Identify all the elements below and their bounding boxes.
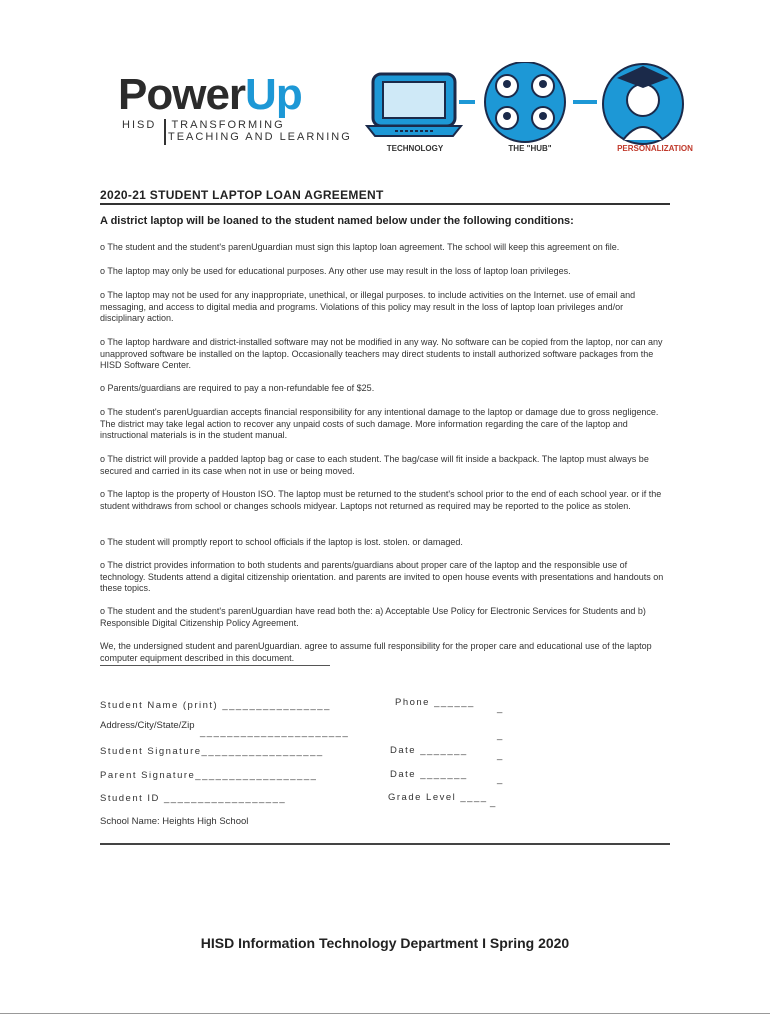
logo-subtitle-line2: TEACHING AND LEARNING <box>168 131 352 143</box>
logo-divider <box>164 119 166 145</box>
condition-item: o The student's parenUguardian accepts financial responsibility for any intentional damage to the laptop or damage due to gross negligence. The district may take legal action to recover any unpaid costs of such damage. More information regarding the care of the laptop and instructional materials is in the student manual. <box>100 407 659 440</box>
form-divider <box>100 843 670 845</box>
label-technology: TECHNOLOGY <box>386 144 444 153</box>
condition-item: o The laptop may only be used for educational purposes. Any other use may result in the loss of laptop loan privileges. <box>100 266 571 276</box>
address-blank-end: _ <box>497 730 503 741</box>
logo-transforming: TRANSFORMING <box>171 119 285 131</box>
logo-word-accent: Up <box>245 70 302 119</box>
date-field-1[interactable]: Date _______ <box>390 745 468 756</box>
condition-item: o The student and the student's parenUguardian must sign this laptop loan agreement. The school will keep this agreement on file. <box>100 242 620 252</box>
address-field[interactable]: ______________________ <box>200 727 350 738</box>
address-label: Address/City/State/Zip <box>100 720 195 731</box>
laptop-icon <box>367 74 461 136</box>
student-id-field[interactable]: Student ID __________________ <box>100 793 287 804</box>
label-personalization: PERSONALIZATION <box>617 144 693 153</box>
title-divider <box>100 203 670 205</box>
date-field-2[interactable]: Date _______ <box>390 769 468 780</box>
logo-hisd: HISD <box>122 119 157 131</box>
phone-blank-end: _ <box>497 703 503 714</box>
condition-item: o The district will provide a padded laptop bag or case to each student. The bag/case will fit inside a backpack. The laptop must always be secured and carried in its case when not in use or being moved. <box>100 454 649 476</box>
graduate-icon <box>603 64 683 144</box>
phone-field[interactable]: Phone ______ <box>395 697 475 708</box>
label-hub: THE "HUB" <box>508 144 552 153</box>
grade-level-field[interactable]: Grade Level ____ <box>388 792 488 803</box>
condition-item: o The student and the student's parenUguardian have read both the: a) Acceptable Use Policy for Electronic Services for Students and b) Responsible Digital Citizenship Policy Agreement. <box>100 606 646 628</box>
school-name: School Name: Heights High School <box>100 816 249 827</box>
logo-subtitle-line1 <box>122 119 285 131</box>
condition-item: o The laptop may not be used for any inappropriate, unethical, or illegal purposes. to include activities on the Internet. use of email and messaging, and access to digital media and programs. Violations of this policy may result in the loss of laptop loan privileges and/or disciplinary action. <box>100 290 636 323</box>
condition-item: o The district provides information to both students and parents/guardians about proper care of the laptop and the responsible use of technology. Students attend a digital citizenship orientation. and parents are invited to open house events with presentations and handouts on these topics. <box>100 560 664 593</box>
intro-text: A district laptop will be loaned to the student named below under the following conditions: <box>100 215 574 227</box>
condition-item: o The laptop hardware and district-installed software may not be modified in any way. No software can be copied from the laptop, nor can any unapproved software be installed on the laptop. Occasionally teachers may direct students to install authorized software packages from the HISD Software Center. <box>100 337 663 370</box>
powerup-logo <box>118 70 302 120</box>
student-signature-field[interactable]: Student Signature__________________ <box>100 746 324 757</box>
header-icons <box>365 62 695 147</box>
grade-blank-end: _ <box>490 797 496 808</box>
statement-underline <box>100 665 330 666</box>
date2-blank-end: _ <box>497 774 503 785</box>
logo-word-main: Power <box>118 70 246 119</box>
date1-blank-end: _ <box>497 750 503 761</box>
page-bottom-line <box>0 1013 770 1014</box>
parent-signature-field[interactable]: Parent Signature__________________ <box>100 770 318 781</box>
student-name-field[interactable]: Student Name (print) ________________ <box>100 700 331 711</box>
condition-item: o Parents/guardians are required to pay a non-refundable fee of $25. <box>100 383 375 393</box>
condition-item: o The student will promptly report to school officials if the laptop is lost. stolen. or damaged. <box>100 537 463 547</box>
document-title: 2020-21 STUDENT LAPTOP LOAN AGREEMENT <box>100 188 384 202</box>
hub-icon <box>485 62 565 142</box>
footer-department: HISD Information Technology Department I Spring 2020 <box>200 935 570 951</box>
condition-item: o The laptop is the property of Houston ISO. The laptop must be returned to the student's school prior to the end of each school year. or if the student withdraws from school or changes schools midyear. Laptops not returned as required may be reported to the police as stolen. <box>100 489 662 511</box>
agreement-statement: We, the undersigned student and parenUguardian. agree to assume full responsibility for the proper care and educational use of the laptop computer equipment described in this document. <box>100 641 652 663</box>
